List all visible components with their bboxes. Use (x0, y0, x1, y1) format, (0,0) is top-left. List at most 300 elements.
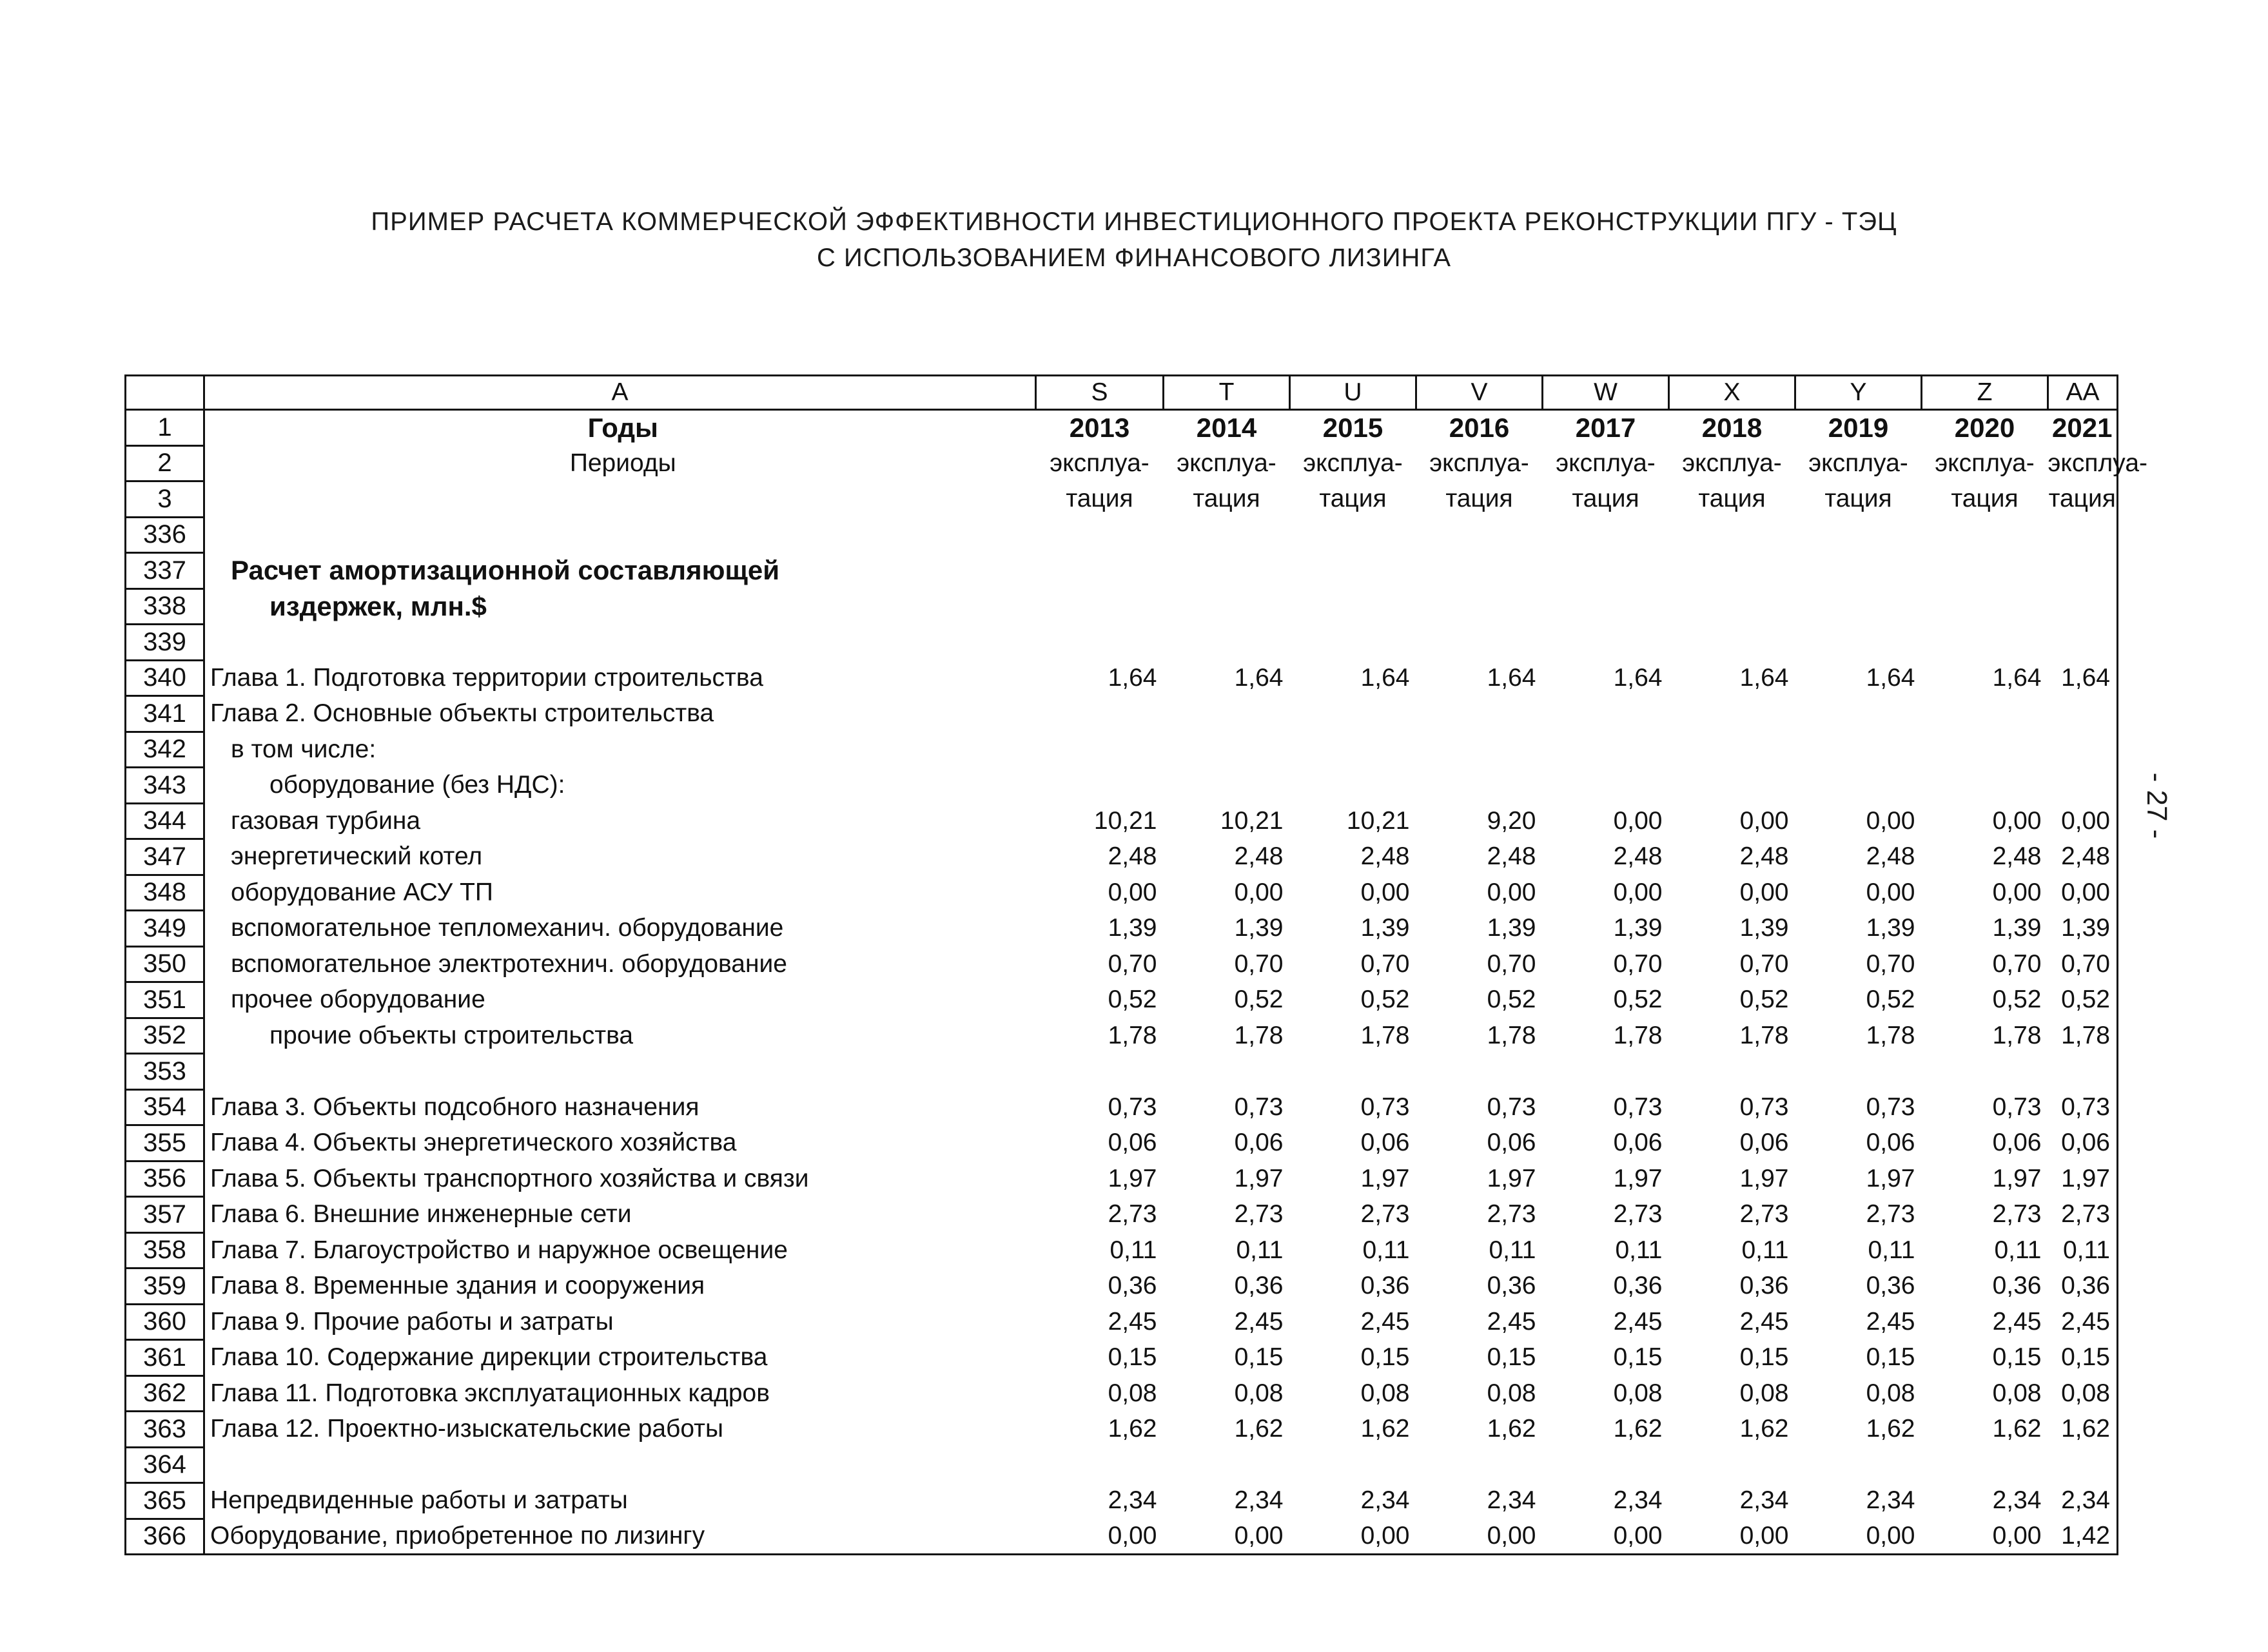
value-cell: 0,73 (1613, 1093, 1663, 1121)
value-cell (1290, 768, 1416, 804)
row-number: 347 (126, 839, 204, 875)
column-letter: V (1416, 376, 1543, 410)
value-cell: 0,00 (1613, 878, 1663, 906)
value-cell (1036, 588, 1164, 625)
value-cell: 2,45 (1234, 1307, 1284, 1336)
value-cell (1290, 625, 1416, 661)
data-row (126, 1232, 2118, 1268)
value-cell (1164, 625, 1290, 661)
row-number: 336 (126, 517, 204, 553)
value-cell (1416, 1447, 1543, 1483)
value-cell: эксплуа- (1429, 449, 1529, 477)
value-cell: 0,11 (1868, 1236, 1915, 1264)
value-cell: 2,34 (1360, 1486, 1410, 1515)
value-cell (2048, 732, 2118, 768)
value-cell: 0,00 (1739, 806, 1789, 835)
blank-row (126, 517, 2118, 553)
value-cell: 0,70 (1613, 949, 1663, 978)
column-letter: W (1543, 376, 1669, 410)
value-cell: 1,78 (1234, 1021, 1284, 1049)
row-number: 344 (126, 803, 204, 839)
value-cell: 1,62 (1360, 1415, 1410, 1443)
value-cell: 0,15 (1739, 1343, 1789, 1372)
data-row (126, 982, 2118, 1018)
row-number: 352 (126, 1018, 204, 1054)
value-cell (1416, 625, 1543, 661)
value-cell: тация (2048, 481, 2118, 518)
periods-row (126, 445, 2118, 481)
value-cell: тация (1698, 485, 1766, 513)
value-cell: 0,52 (1360, 986, 1410, 1014)
value-cell: 1,97 (1866, 1164, 1915, 1192)
value-cell: 0,08 (1992, 1379, 2042, 1407)
value-cell: 1,39 (1360, 914, 1410, 942)
value-cell: 0,06 (1992, 1129, 2042, 1157)
value-cell (1036, 517, 1164, 553)
row-label: Годы (204, 410, 1036, 446)
value-cell: 2,45 (1108, 1307, 1157, 1336)
column-letter: S (1036, 376, 1164, 410)
value-cell (1036, 768, 1164, 804)
value-cell: 2015 (1322, 413, 1383, 443)
value-cell: 2,34 (2048, 1483, 2118, 1519)
value-cell: эксплуа- (1303, 449, 1403, 477)
row-number: 354 (126, 1089, 204, 1125)
row-number: 2 (126, 445, 204, 481)
value-cell (1669, 1054, 1795, 1090)
value-cell: 0,70 (1360, 949, 1410, 978)
value-cell: 2,48 (1613, 842, 1663, 871)
value-cell (2048, 553, 2118, 589)
value-cell: 0,00 (1234, 878, 1284, 906)
value-cell: 1,78 (1866, 1021, 1915, 1049)
value-cell: 1,64 (1866, 663, 1915, 692)
value-cell: 0,73 (2048, 1089, 2118, 1125)
row-number: 337 (126, 553, 204, 589)
value-cell (1290, 1054, 1416, 1090)
row-label: в том числе: (204, 732, 1036, 768)
value-cell (1543, 1447, 1669, 1483)
value-cell: 2,45 (1739, 1307, 1789, 1336)
value-cell: 0,11 (1236, 1236, 1284, 1264)
value-cell: 0,11 (2048, 1232, 2118, 1268)
value-cell: 0,36 (1234, 1272, 1284, 1300)
data-row (126, 1018, 2118, 1054)
value-cell: 0,36 (1487, 1272, 1536, 1300)
value-cell: 0,73 (1108, 1093, 1157, 1121)
value-cell: 2,48 (1360, 842, 1410, 871)
data-row (126, 1375, 2118, 1412)
value-cell (1543, 768, 1669, 804)
value-cell: 0,52 (1992, 986, 2042, 1014)
row-label (204, 481, 1036, 518)
value-cell: 1,62 (2048, 1412, 2118, 1448)
value-cell: 2,45 (1992, 1307, 2042, 1336)
value-cell: тация (1193, 485, 1260, 513)
row-label: Глава 9. Прочие работы и затраты (204, 1304, 1036, 1340)
value-cell: 2,45 (2048, 1304, 2118, 1340)
data-row (126, 660, 2118, 696)
value-cell: 0,08 (1234, 1379, 1284, 1407)
value-cell: 0,06 (1866, 1129, 1915, 1157)
value-cell (1290, 553, 1416, 589)
value-cell: 0,00 (1992, 806, 2042, 835)
value-cell (1795, 732, 1922, 768)
value-cell (1164, 696, 1290, 732)
value-cell: 1,64 (1360, 663, 1410, 692)
value-cell: 0,73 (1234, 1093, 1284, 1121)
row-label (204, 625, 1036, 661)
data-row (126, 1412, 2118, 1448)
value-cell: 1,62 (1108, 1415, 1157, 1443)
column-letters-row (126, 376, 2118, 410)
value-cell (1543, 1054, 1669, 1090)
row-label: прочее оборудование (204, 982, 1036, 1018)
value-cell (1922, 1447, 2048, 1483)
value-cell: 0,52 (1234, 986, 1284, 1014)
value-cell (1669, 1447, 1795, 1483)
value-cell: эксплуа- (1556, 449, 1656, 477)
row-label: издержек, млн.$ (204, 588, 1036, 625)
value-cell (1416, 696, 1543, 732)
value-cell: 2017 (1575, 413, 1636, 443)
value-cell: 2,45 (1360, 1307, 1410, 1336)
value-cell: 1,97 (2048, 1161, 2118, 1197)
value-cell: эксплуа- (1682, 449, 1782, 477)
value-cell: 0,73 (1487, 1093, 1536, 1121)
value-cell: 1,39 (1866, 914, 1915, 942)
row-number: 365 (126, 1483, 204, 1519)
value-cell (2048, 1447, 2118, 1483)
value-cell (1290, 517, 1416, 553)
value-cell: тация (1319, 485, 1387, 513)
value-cell: эксплуа- (1935, 449, 2035, 477)
value-cell: 0,00 (1866, 878, 1915, 906)
value-cell: 0,36 (1108, 1272, 1157, 1300)
value-cell: 1,97 (1992, 1164, 2042, 1192)
value-cell: 0,70 (1866, 949, 1915, 978)
value-cell: 0,06 (1613, 1129, 1663, 1157)
value-cell: 0,00 (1866, 806, 1915, 835)
value-cell (1669, 768, 1795, 804)
value-cell: 0,00 (1543, 1519, 1669, 1555)
value-cell (1795, 588, 1922, 625)
value-cell: 2019 (1828, 413, 1889, 443)
value-cell: 1,39 (1234, 914, 1284, 942)
value-cell (1795, 625, 1922, 661)
value-cell (1795, 696, 1922, 732)
value-cell: 1,78 (1108, 1021, 1157, 1049)
value-cell: 0,15 (2048, 1340, 2118, 1376)
column-letter: X (1669, 376, 1795, 410)
value-cell: тация (1572, 485, 1639, 513)
value-cell: 1,64 (1234, 663, 1284, 692)
value-cell (1795, 768, 1922, 804)
value-cell: 0,08 (2048, 1375, 2118, 1412)
value-cell (1164, 1447, 1290, 1483)
value-cell (1164, 588, 1290, 625)
value-cell: 0,36 (1992, 1272, 2042, 1300)
row-number: 340 (126, 660, 204, 696)
value-cell (1543, 588, 1669, 625)
data-row (126, 1447, 2118, 1483)
value-cell: 1,97 (1360, 1164, 1410, 1192)
value-cell: 1,39 (1739, 914, 1789, 942)
value-cell: 1,39 (1992, 914, 2042, 942)
column-letter: Y (1795, 376, 1922, 410)
row-label: оборудование АСУ ТП (204, 875, 1036, 911)
value-cell: 1,64 (1739, 663, 1789, 692)
value-cell (1922, 553, 2048, 589)
value-cell: 2014 (1196, 413, 1257, 443)
blank-row (126, 625, 2118, 661)
value-cell: 2,73 (1992, 1200, 2042, 1229)
value-cell (1164, 517, 1290, 553)
value-cell: 0,08 (1739, 1379, 1789, 1407)
value-cell: 2,73 (1487, 1200, 1536, 1229)
value-cell: 0,15 (1992, 1343, 2042, 1372)
value-cell: 1,62 (1613, 1415, 1663, 1443)
value-cell: 0,70 (1739, 949, 1789, 978)
value-cell (1669, 696, 1795, 732)
value-cell (1290, 1447, 1416, 1483)
value-cell (1036, 625, 1164, 661)
row-label: Глава 2. Основные объекты строительства (204, 696, 1036, 732)
value-cell: 0,11 (1741, 1236, 1789, 1264)
value-cell: 2,34 (1234, 1486, 1284, 1515)
data-row (126, 911, 2118, 947)
value-cell: тация (1824, 485, 1892, 513)
value-cell: 2,73 (1613, 1200, 1663, 1229)
row-label: Глава 4. Объекты энергетического хозяйства (204, 1125, 1036, 1161)
data-row (126, 875, 2118, 911)
value-cell: 0,08 (1360, 1379, 1410, 1407)
value-cell: 2,34 (1866, 1486, 1915, 1515)
value-cell: 0,52 (1613, 986, 1663, 1014)
value-cell: 0,36 (1739, 1272, 1789, 1300)
value-cell: 0,73 (1992, 1093, 2042, 1121)
value-cell: 2,48 (1866, 842, 1915, 871)
row-label: Периоды (204, 445, 1036, 481)
section-heading-row (126, 588, 2118, 625)
value-cell: 0,06 (1108, 1129, 1157, 1157)
value-cell: эксплуа- (1050, 449, 1149, 477)
value-cell: 2020 (1954, 413, 2015, 443)
value-cell: 1,64 (1992, 663, 2042, 692)
data-row (126, 1340, 2118, 1376)
value-cell: 1,39 (1613, 914, 1663, 942)
data-row (126, 1125, 2118, 1161)
value-cell: 1,78 (1613, 1021, 1663, 1049)
value-cell: 1,39 (1487, 914, 1536, 942)
value-cell (2048, 768, 2118, 804)
value-cell (1543, 696, 1669, 732)
value-cell: 2,48 (1108, 842, 1157, 871)
document-title-line-1: ПРИМЕР РАСЧЕТА КОММЕРЧЕСКОЙ ЭФФЕКТИВНОСТИ ИНВЕСТИЦИОННОГО ПРОЕКТА РЕКОНСТРУКЦИИ ПГУ - ТЭЦ (371, 208, 1897, 236)
amortization-table (124, 374, 2148, 1555)
row-label: энергетический котел (204, 839, 1036, 875)
value-cell: эксплуа- (1177, 449, 1276, 477)
value-cell: 0,00 (2048, 875, 2118, 911)
row-label: оборудование (без НДС): (204, 768, 1036, 804)
value-cell: 1,97 (1613, 1164, 1663, 1192)
document-title-line-2: С ИСПОЛЬЗОВАНИЕМ ФИНАНСОВОГО ЛИЗИНГА (816, 244, 1451, 272)
value-cell: 0,36 (1360, 1272, 1410, 1300)
value-cell: 0,15 (1360, 1343, 1410, 1372)
data-row (126, 732, 2118, 768)
value-cell: 0,70 (1487, 949, 1536, 978)
data-row (126, 1089, 2118, 1125)
value-cell: 0,00 (1669, 1519, 1795, 1555)
value-cell: 0,08 (1108, 1379, 1157, 1407)
value-cell: 0,70 (2048, 946, 2118, 982)
value-cell: 2,45 (1487, 1307, 1536, 1336)
value-cell (1416, 1054, 1543, 1090)
row-label: вспомогательное тепломеханич. оборудование (204, 911, 1036, 947)
value-cell (1290, 732, 1416, 768)
data-row (126, 1483, 2118, 1519)
data-row (126, 1161, 2118, 1197)
value-cell: 0,00 (1036, 1519, 1164, 1555)
value-cell: 0,36 (1613, 1272, 1663, 1300)
value-cell (1543, 553, 1669, 589)
value-cell: 2,48 (2048, 839, 2118, 875)
row-label: Глава 1. Подготовка территории строительства (204, 660, 1036, 696)
row-number: 1 (126, 410, 204, 446)
row-label: Глава 12. Проектно-изыскательские работы (204, 1412, 1036, 1448)
value-cell: 0,00 (1108, 878, 1157, 906)
value-cell: 0,73 (1866, 1093, 1915, 1121)
row-label (204, 1447, 1036, 1483)
value-cell: 2,34 (1739, 1486, 1789, 1515)
value-cell (1036, 1054, 1164, 1090)
value-cell: 1,78 (1360, 1021, 1410, 1049)
value-cell: 2016 (1449, 413, 1510, 443)
value-cell: 1,97 (1234, 1164, 1284, 1192)
value-cell: 1,62 (1992, 1415, 2042, 1443)
value-cell: 0,70 (1234, 949, 1284, 978)
value-cell: 1,62 (1739, 1415, 1789, 1443)
data-row (126, 946, 2118, 982)
value-cell: 0,00 (1739, 878, 1789, 906)
value-cell (1036, 696, 1164, 732)
value-cell: эксплуа- (1808, 449, 1908, 477)
data-row (126, 1054, 2118, 1090)
value-cell (1922, 696, 2048, 732)
value-cell: эксплуа- (2048, 445, 2118, 481)
value-cell: 2,73 (1108, 1200, 1157, 1229)
value-cell: 0,00 (1922, 1519, 2048, 1555)
value-cell (1416, 588, 1543, 625)
value-cell: 2,48 (1234, 842, 1284, 871)
row-label: газовая турбина (204, 803, 1036, 839)
row-label: Глава 7. Благоустройство и наружное освещение (204, 1232, 1036, 1268)
row-label: Непредвиденные работы и затраты (204, 1483, 1036, 1519)
value-cell: 0,00 (1164, 1519, 1290, 1555)
value-cell: 0,11 (1110, 1236, 1157, 1264)
value-cell (1036, 1447, 1164, 1483)
value-cell (1164, 1054, 1290, 1090)
value-cell: 9,20 (1487, 806, 1536, 835)
value-cell (1036, 553, 1164, 589)
value-cell: 2,48 (1992, 842, 2042, 871)
row-label: вспомогательное электротехнич. оборудование (204, 946, 1036, 982)
value-cell: 0,15 (1613, 1343, 1663, 1372)
row-number: 366 (126, 1519, 204, 1555)
value-cell: 2,45 (1613, 1307, 1663, 1336)
value-cell (1922, 517, 2048, 553)
value-cell (1795, 1054, 1922, 1090)
value-cell (1543, 517, 1669, 553)
value-cell: 1,97 (1487, 1164, 1536, 1192)
years-row (126, 410, 2118, 446)
row-number: 342 (126, 732, 204, 768)
row-label: прочие объекты строительства (204, 1018, 1036, 1054)
row-number: 341 (126, 696, 204, 732)
value-cell: 0,00 (2048, 803, 2118, 839)
value-cell: 1,62 (1234, 1415, 1284, 1443)
row-label: Глава 10. Содержание дирекции строительства (204, 1340, 1036, 1376)
value-cell (1164, 768, 1290, 804)
value-cell: 2,73 (1866, 1200, 1915, 1229)
value-cell: 0,06 (1739, 1129, 1789, 1157)
row-number: 359 (126, 1268, 204, 1305)
row-number: 351 (126, 982, 204, 1018)
column-letter: U (1290, 376, 1416, 410)
value-cell: 1,78 (2048, 1018, 2118, 1054)
row-number: 339 (126, 625, 204, 661)
value-cell (1795, 1447, 1922, 1483)
value-cell: 0,00 (1795, 1519, 1922, 1555)
value-cell (2048, 696, 2118, 732)
value-cell (1416, 768, 1543, 804)
row-label: Глава 3. Объекты подсобного назначения (204, 1089, 1036, 1125)
value-cell: 10,21 (1220, 806, 1284, 835)
value-cell: 0,15 (1234, 1343, 1284, 1372)
column-letter: AA (2048, 376, 2118, 410)
value-cell: 1,62 (1487, 1415, 1536, 1443)
row-label: Глава 11. Подготовка эксплуатационных кадров (204, 1375, 1036, 1412)
value-cell: 0,06 (1234, 1129, 1284, 1157)
value-cell: 0,08 (1866, 1379, 1915, 1407)
value-cell (1922, 625, 2048, 661)
data-row (126, 1519, 2118, 1555)
value-cell: 0,11 (1362, 1236, 1410, 1264)
row-label: Глава 8. Временные здания и сооружения (204, 1268, 1036, 1305)
value-cell: 1,64 (2048, 660, 2118, 696)
value-cell: 2,73 (1360, 1200, 1410, 1229)
value-cell (1922, 588, 2048, 625)
value-cell: 0,15 (1487, 1343, 1536, 1372)
data-row (126, 696, 2118, 732)
spreadsheet (124, 374, 2148, 1555)
row-number: 349 (126, 911, 204, 947)
value-cell: 0,11 (1615, 1236, 1663, 1264)
value-cell: 2,34 (1992, 1486, 2042, 1515)
value-cell (1669, 553, 1795, 589)
value-cell: 0,15 (1108, 1343, 1157, 1372)
value-cell (1669, 517, 1795, 553)
column-letter: T (1164, 376, 1290, 410)
value-cell: тация (1066, 485, 1133, 513)
value-cell (2048, 588, 2118, 625)
row-number: 343 (126, 768, 204, 804)
value-cell: 2021 (2048, 410, 2118, 446)
row-number: 362 (126, 1375, 204, 1412)
value-cell: 0,00 (1487, 878, 1536, 906)
value-cell: 0,15 (1866, 1343, 1915, 1372)
value-cell (1795, 553, 1922, 589)
